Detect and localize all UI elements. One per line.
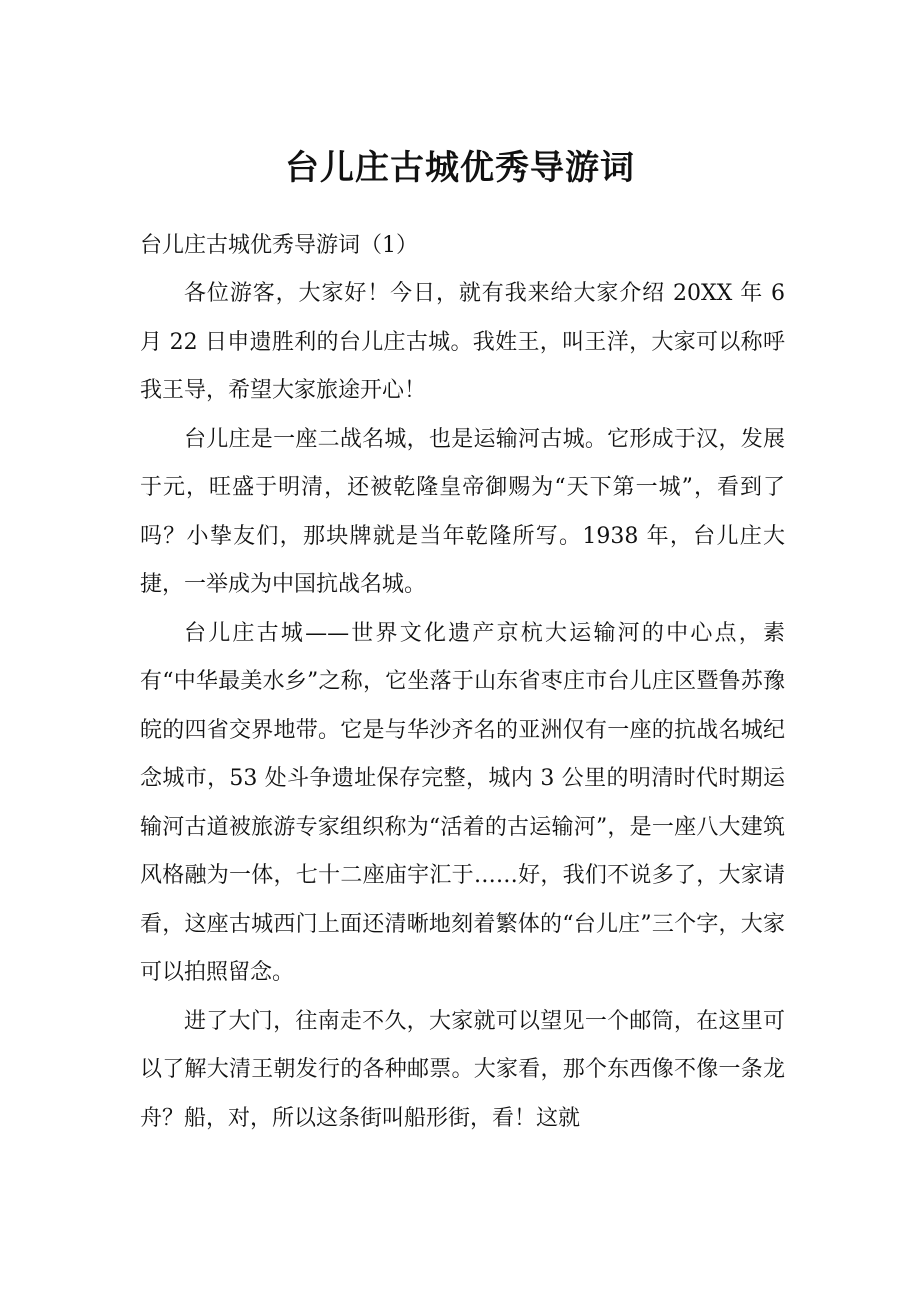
document-title: 台儿庄古城优秀导游词 — [285, 148, 635, 188]
paragraph-1: 各位游客，大家好！今日，就有我来给大家介绍 20XX 年 6 月 22 日申遗胜利的台儿庄古城。我姓王，叫王洋，大家可以称呼我王导，希望大家旅途开心！ — [140, 281, 785, 403]
paragraph-3: 台儿庄古城——世界文化遗产京杭大运输河的中心点，素有“中华最美水乡”之称，它坐落于山东省枣庄市台儿庄区暨鲁苏豫皖的四省交界地带。它是与华沙齐名的亚洲仅有一座的抗战名城纪念城市，53 处斗争遗址保存完整，城内 3 公里的明清时代时期运输河古道被旅游专家组织称为“活着的古运输河”，是一座八大建筑风格融为一体，七十二座庙宇汇于……好，我们不说多了，大家请看，这座古城西门上面还清晰地刻着繁体的“台儿庄”三个字，大家可以拍照留念。 — [140, 620, 785, 985]
paragraph-2: 台儿庄是一座二战名城，也是运输河古城。它形成于汉，发展于元，旺盛于明清，还被乾隆皇帝御赐为“天下第一城”，看到了吗？小挚友们，那块牌就是当年乾隆所写。1938 年，台儿庄大捷，一举成为中国抗战名城。 — [140, 426, 785, 597]
paragraph-4: 进了大门，往南走不久，大家就可以望见一个邮筒，在这里可以了解大清王朝发行的各种邮票。大家看，那个东西像不像一条龙舟？船，对，所以这条街叫船形街，看！这就 — [140, 1008, 785, 1131]
section-heading: 台儿庄古城优秀导游词（1） — [140, 233, 418, 258]
document-body — [140, 270, 785, 1143]
